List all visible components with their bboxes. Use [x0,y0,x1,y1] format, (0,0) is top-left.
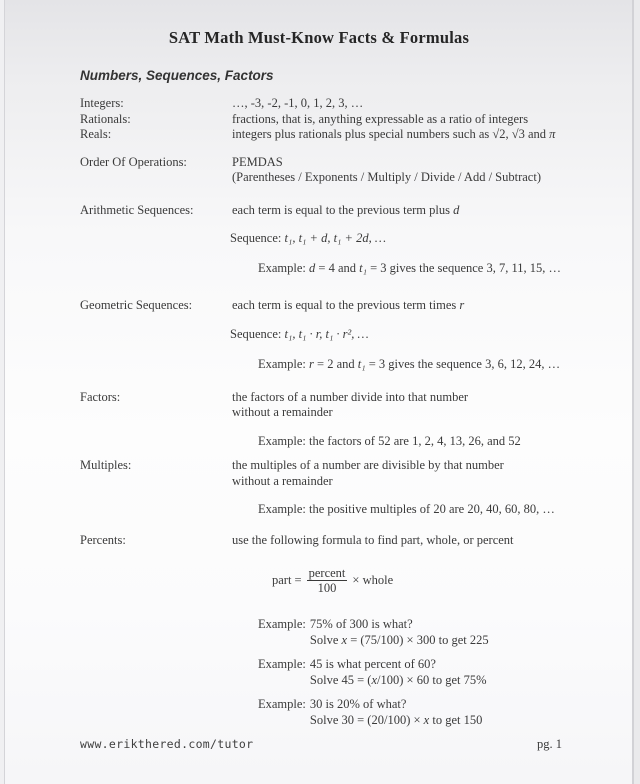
page-number: pg. 1 [537,737,562,751]
percent-example-1 [258,617,632,648]
def-row-percents [80,533,632,549]
fraction-denominator: 100 [307,580,348,596]
def-label-factors: Factors: [80,389,121,404]
def-row-factors-line2 [80,405,632,421]
def-value-factors-line2: without a remainder [232,405,333,419]
def-value-pemdas: PEMDAS [232,154,283,169]
def-value-arithmetic: each term is equal to the previous term plus d [232,202,460,217]
footer-url: www.erikthered.com/tutor [80,737,254,751]
def-label-spacer [80,405,232,421]
left-page-edge [4,0,5,784]
def-row-multiples [80,458,632,474]
example-question: 75% of 300 is what? [309,617,413,631]
factors-example-line: Example: the factors of 52 are 1, 2, 4, 13, 26, and 52 [258,433,521,448]
section-heading: Numbers, Sequences, Factors [80,68,274,83]
example-question: 45 is what percent of 60? [309,657,436,671]
geometric-example-line: Example: r = 2 and t₁ = 3 gives the sequence 3, 6, 12, 24, … [258,357,561,371]
def-row-integers [80,96,632,112]
document-page [6,0,632,784]
def-row-order-expansion [80,170,632,186]
def-value-rationals: fractions, that is, anything expressable as a ratio of integers [232,111,529,126]
example-answer: Solve x = (75/100) × 300 to get 225 [309,632,489,647]
def-label-multiples: Multiples: [80,458,132,472]
formula-rhs: × whole [352,573,394,588]
percent-example-2 [258,657,632,688]
def-row-geometric-sequences [80,298,632,314]
arithmetic-sequence-line: Sequence: t₁, t₁ + d, t₁ + 2d, … [230,231,386,245]
example-answer: Solve 45 = (x/100) × 60 to get 75% [309,672,487,687]
def-value-factors-line1: the factors of a number divide into that number [232,389,469,404]
def-row-arithmetic-sequences [80,203,632,219]
def-label-arithmetic-sequences: Arithmetic Sequences: [80,202,194,217]
geometric-sequence-line: Sequence: t₁, t₁ · r, t₁ · r², … [230,326,369,341]
def-value-multiples-line1: the multiples of a number are divisible by that number [232,458,504,472]
def-value-percents: use the following formula to find part, whole, or percent [232,532,514,547]
def-label-geometric-sequences: Geometric Sequences: [80,298,193,312]
percent-example-3 [258,697,632,728]
def-label-spacer [80,170,232,186]
example-answer: Solve 30 = (20/100) × x to get 150 [309,712,483,727]
def-label-spacer [80,474,232,490]
percent-formula [272,566,632,596]
def-label-integers: Integers: [80,96,124,110]
def-row-reals [80,127,632,143]
fraction-numerator: percent [308,566,346,580]
def-value-reals: integers plus rationals plus special numbers such as √2, √3 and π [232,127,556,141]
def-label-rationals: Rationals: [80,111,131,126]
def-value-geometric: each term is equal to the previous term times r [232,298,465,312]
example-label: Example: [258,657,306,671]
arithmetic-example-line: Example: d = 4 and t₁ = 3 gives the sequence 3, 7, 11, 15, … [258,260,562,275]
def-value-multiples-line2: without a remainder [232,473,333,488]
def-label-reals: Reals: [80,127,112,141]
def-row-factors [80,390,632,406]
right-page-gutter [634,0,640,784]
def-value-integers: …, -3, -2, -1, 0, 1, 2, 3, … [232,96,364,110]
def-row-rationals [80,112,632,128]
def-label-percents: Percents: [80,532,126,547]
example-question: 30 is 20% of what? [309,697,407,711]
formula-fraction [307,566,348,596]
def-row-order-of-operations [80,155,632,171]
example-label: Example: [258,617,306,631]
page-footer [80,737,562,753]
formula-lhs: part = [272,573,302,588]
def-row-multiples-line2 [80,474,632,490]
def-label-order-of-operations: Order Of Operations: [80,154,187,169]
multiples-example-line: Example: the positive multiples of 20 are 20, 40, 60, 80, … [258,502,555,516]
right-page-edge [632,0,634,784]
def-value-pemdas-expansion: (Parentheses / Exponents / Multiply / Divide / Add / Subtract) [232,170,541,184]
page-title: SAT Math Must-Know Facts & Formulas [168,28,470,47]
example-label: Example: [258,697,306,711]
